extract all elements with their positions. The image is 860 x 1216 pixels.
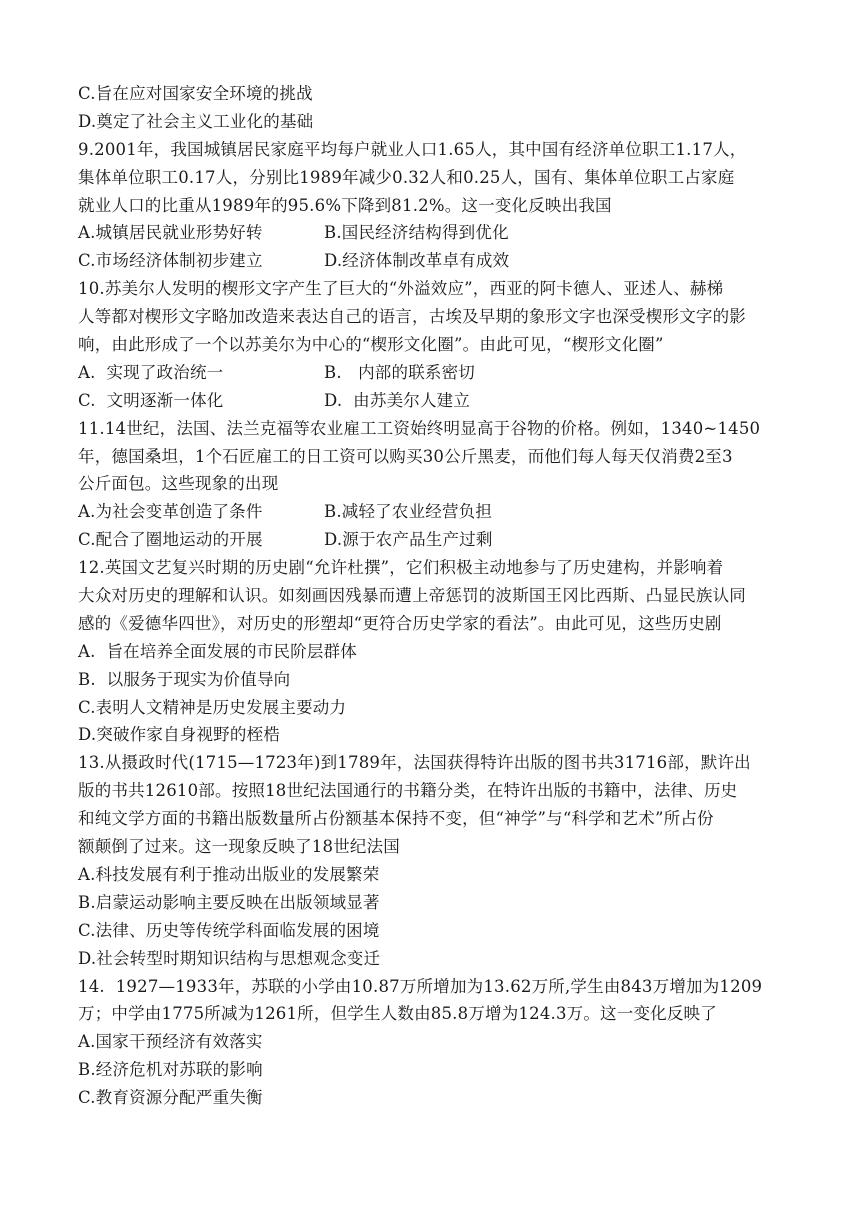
q10-stem-line-3: 响，由此形成了一个以苏美尔为中心的“楔形文化圈”。由此可见，“楔形文化圈” (78, 335, 664, 355)
q12-stem-line-3: 感的《爱德华四世》，对历史的形塑却“更符合历史学家的看法”。由此可见，这些历史剧 (78, 613, 722, 633)
q13-stem-line-1: 13.从摄政时代(1715—1723年)到1789年，法国获得特许出版的图书共31716部，默许出 (78, 753, 751, 773)
q13-option-d: D.社会转型时期知识结构与思想观念变迁 (78, 948, 381, 968)
q10-option-c: C. 文明逐渐一体化 (78, 390, 224, 410)
q14-option-c: C.教育资源分配严重失衡 (78, 1088, 263, 1108)
q10-stem-line-2: 人等都对楔形文字略加改造来表达自己的语言，古埃及早期的象形文字也深受楔形文字的影 (78, 307, 746, 327)
q10-options-row-2 (78, 387, 778, 415)
q8-option-c: C.旨在应对国家安全环境的挑战 (78, 84, 313, 103)
q11-options-row-1 (78, 498, 778, 526)
q12-stem-line-2: 大众对历史的理解和认识。如刻画因残暴而遭上帝惩罚的波斯国王冈比西斯、凸显民族认同 (78, 586, 746, 606)
q9-stem-line-1: 9.2001年，我国城镇居民家庭平均每户就业人口1.65人，其中国有经济单位职工1.17人， (78, 139, 747, 159)
q14-option-a: A.国家干预经济有效落实 (78, 1032, 263, 1052)
q8-option-d: D.奠定了社会主义工业化的基础 (78, 111, 314, 131)
q12-option-a: A. 旨在培养全面发展的市民阶层群体 (78, 641, 357, 661)
q13-option-a: A.科技发展有利于推动出版业的发展繁荣 (78, 864, 380, 884)
q14-option-b: B.经济危机对苏联的影响 (78, 1060, 263, 1080)
q9-option-d: D.经济体制改革卓有成效 (324, 251, 510, 271)
q9-option-b: B.国民经济结构得到优化 (324, 223, 509, 243)
q11-option-d: D.源于农产品生产过剩 (324, 530, 493, 550)
q9-options-row-2 (78, 247, 778, 275)
q11-option-c: C.配合了圈地运动的开展 (78, 530, 263, 550)
q11-options-row-2 (78, 526, 778, 554)
q11-option-a: A.为社会变革创造了条件 (78, 502, 263, 522)
q9-stem-line-2: 集体单位职工0.17人，分别比1989年减少0.32人和0.25人，国有、集体单位职工占家庭 (78, 167, 735, 187)
q10-option-a: A. 实现了政治统一 (78, 362, 224, 382)
q12-option-c: C.表明人文精神是历史发展主要动力 (78, 697, 347, 717)
q12-option-b: B. 以服务于现实为价值导向 (78, 669, 291, 689)
q11-stem-line-2: 年，德国桑坦，1个石匠雇工的日工资可以购买30公斤黑麦，而他们每人每天仅消费2至3 (78, 446, 733, 466)
q9-stem-line-3: 就业人口的比重从1989年的95.6%下降到81.2%。这一变化反映出我国 (78, 195, 612, 215)
q11-option-b: B.减轻了农业经营负担 (324, 502, 493, 522)
q12-stem-line-1: 12.英国文艺复兴时期的历史剧“允许杜撰”，它们积极主动地参与了历史建构，并影响着 (78, 558, 724, 578)
q14-stem-line-1: 14. 1927—1933年，苏联的小学由10.87万所增加为13.62万所,学生由843万增加为1209 (78, 976, 763, 996)
q10-option-d: D. 由苏美尔人建立 (324, 390, 471, 410)
q9-options-row-1 (78, 219, 778, 247)
q11-stem-line-1: 11.14世纪，法国、法兰克福等农业雇工工资始终明显高于谷物的价格。例如，1340~1450 (78, 418, 761, 438)
q10-options-row-1 (78, 359, 778, 387)
q11-stem-line-3: 公斤面包。这些现象的出现 (78, 474, 279, 494)
exam-page (78, 80, 778, 1112)
q10-stem-line-1: 10.苏美尔人发明的楔形文字产生了巨大的“外溢效应”，西亚的阿卡德人、亚述人、赫梯 (78, 279, 724, 299)
q14-stem-line-2: 万；中学由1775所减为1261所，但学生人数由85.8万增为124.3万。这一变化反映了 (78, 1004, 717, 1024)
q13-stem-line-2: 版的书共12610部。按照18世纪法国通行的书籍分类，在特许出版的书籍中，法律、历史 (78, 781, 738, 801)
q9-option-a: A.城镇居民就业形势好转 (78, 223, 263, 243)
q12-option-d: D.突破作家自身视野的桎梏 (78, 725, 280, 745)
q13-option-b: B.启蒙运动影响主要反映在出版领域显著 (78, 892, 380, 912)
q13-stem-line-4: 额颠倒了过来。这一现象反映了18世纪法国 (78, 837, 400, 857)
q13-stem-line-3: 和纯文学方面的书籍出版数量所占份额基本保持不变，但“神学”与“科学和艺术”所占份 (78, 809, 714, 829)
q9-option-c: C.市场经济体制初步建立 (78, 251, 263, 271)
q13-option-c: C.法律、历史等传统学科面临发展的困境 (78, 920, 380, 940)
q10-option-b: B. 内部的联系密切 (324, 362, 476, 382)
